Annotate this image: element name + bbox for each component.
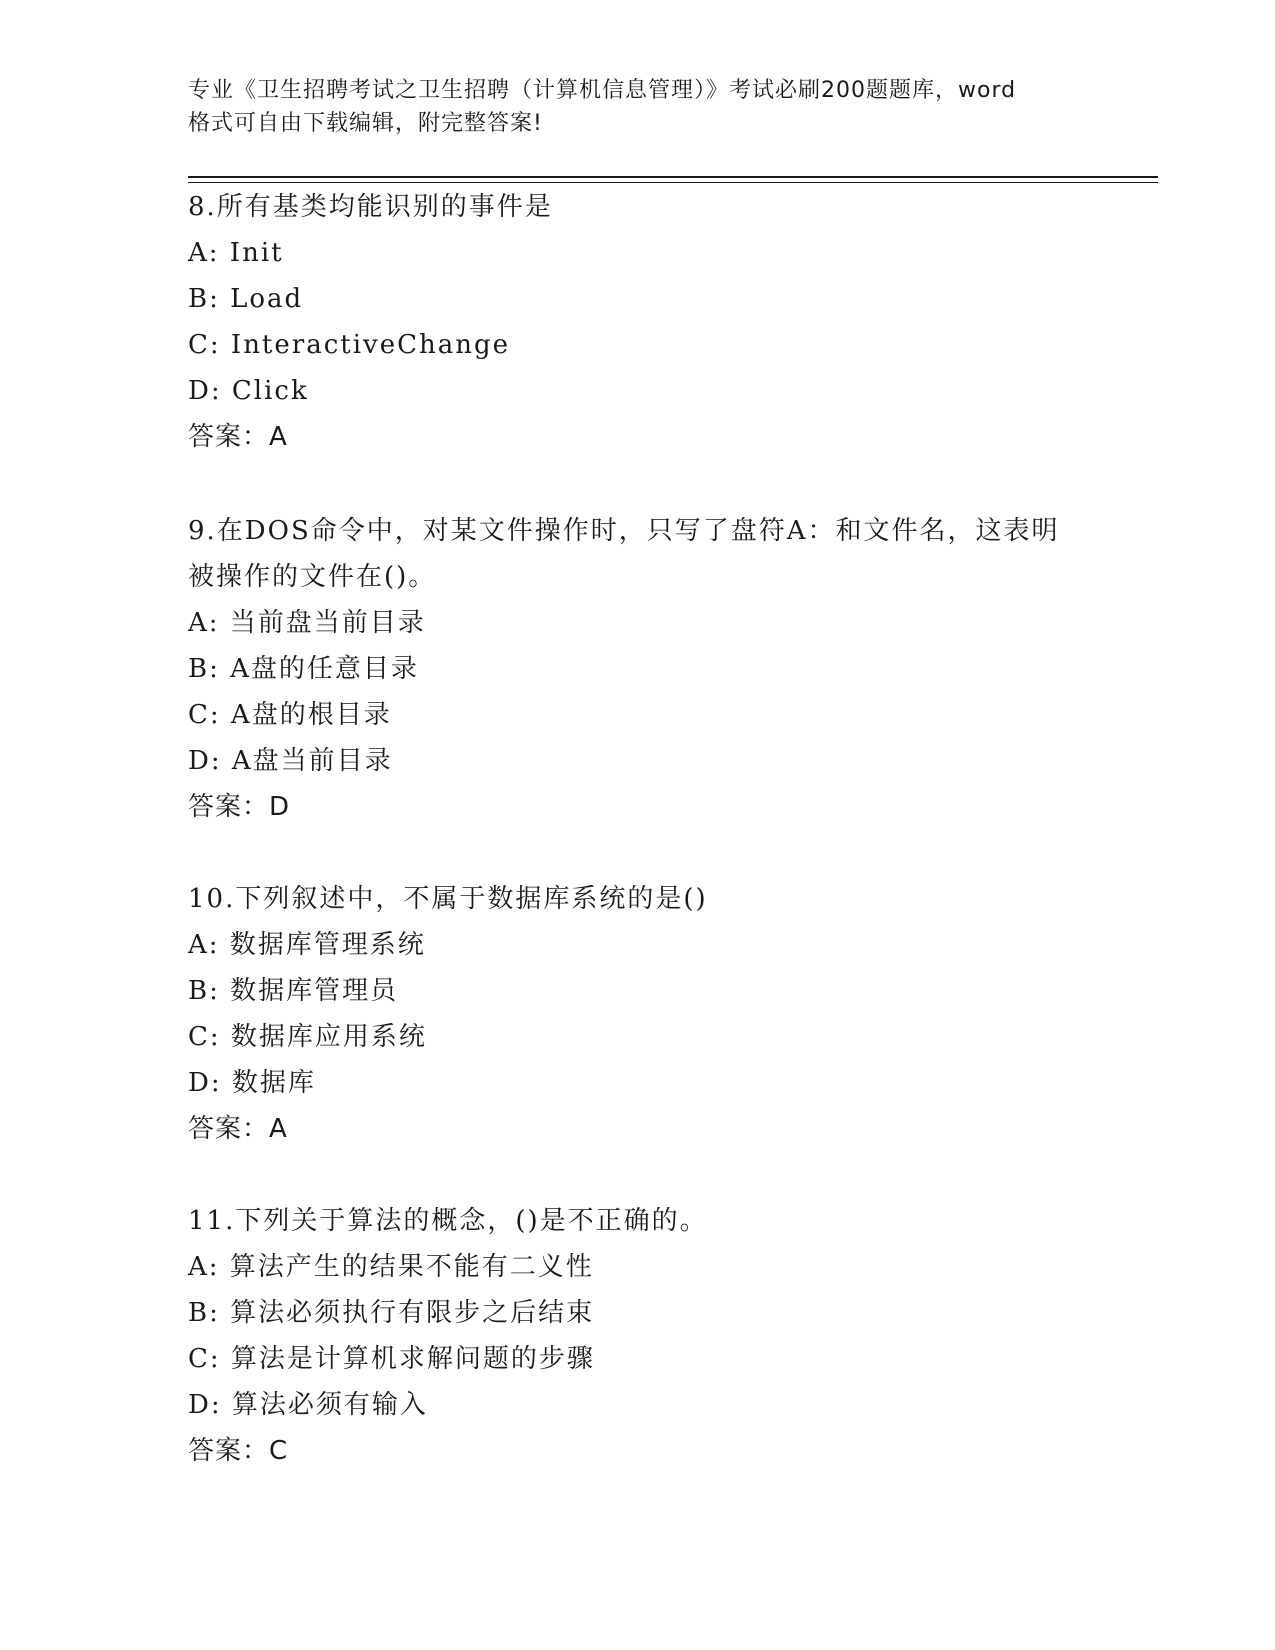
header-line-1: 专业《卫生招聘考试之卫生招聘（计算机信息管理）》考试必刷200题题库，word	[188, 78, 1017, 103]
option-d: D: 算法必须有输入	[188, 1390, 428, 1420]
question-9	[188, 508, 1108, 830]
option-b: B: 算法必须执行有限步之后结束	[188, 1298, 595, 1328]
header-divider-thick	[188, 176, 1158, 178]
header-line-2: 格式可自由下载编辑，附完整答案!	[188, 111, 543, 136]
option-c: C: A盘的根目录	[188, 700, 392, 730]
option-c: C: 数据库应用系统	[188, 1022, 427, 1052]
question-title: 10.下列叙述中，不属于数据库系统的是()	[188, 884, 708, 914]
question-11	[188, 1198, 1108, 1474]
answer: 答案：D	[188, 792, 291, 822]
document-header	[188, 74, 1098, 140]
option-d: D: A盘当前目录	[188, 746, 393, 776]
option-b: B: A盘的任意目录	[188, 654, 419, 684]
option-a: A: Init	[188, 238, 284, 268]
option-b: B: 数据库管理员	[188, 976, 399, 1006]
option-d: D: 数据库	[188, 1068, 316, 1098]
option-b: B: Load	[188, 284, 304, 314]
option-d: D: Click	[188, 376, 309, 406]
question-10	[188, 876, 1108, 1152]
question-8	[188, 184, 1108, 460]
option-a: A: 当前盘当前目录	[188, 608, 426, 638]
question-title-continued: 被操作的文件在()。	[188, 562, 437, 592]
option-c: C: 算法是计算机求解问题的步骤	[188, 1344, 595, 1374]
header-divider-thin	[188, 182, 1158, 183]
question-title: 8.所有基类均能识别的事件是	[188, 192, 553, 222]
answer: 答案：A	[188, 1114, 288, 1144]
option-c: C: InteractiveChange	[188, 330, 511, 360]
answer: 答案：A	[188, 422, 288, 452]
option-a: A: 算法产生的结果不能有二义性	[188, 1252, 594, 1282]
question-title: 11.下列关于算法的概念，()是不正确的。	[188, 1206, 708, 1236]
option-a: A: 数据库管理系统	[188, 930, 426, 960]
answer: 答案：C	[188, 1436, 289, 1466]
question-title: 9.在DOS命令中，对某文件操作时，只写了盘符A：和文件名，这表明	[188, 516, 1060, 546]
